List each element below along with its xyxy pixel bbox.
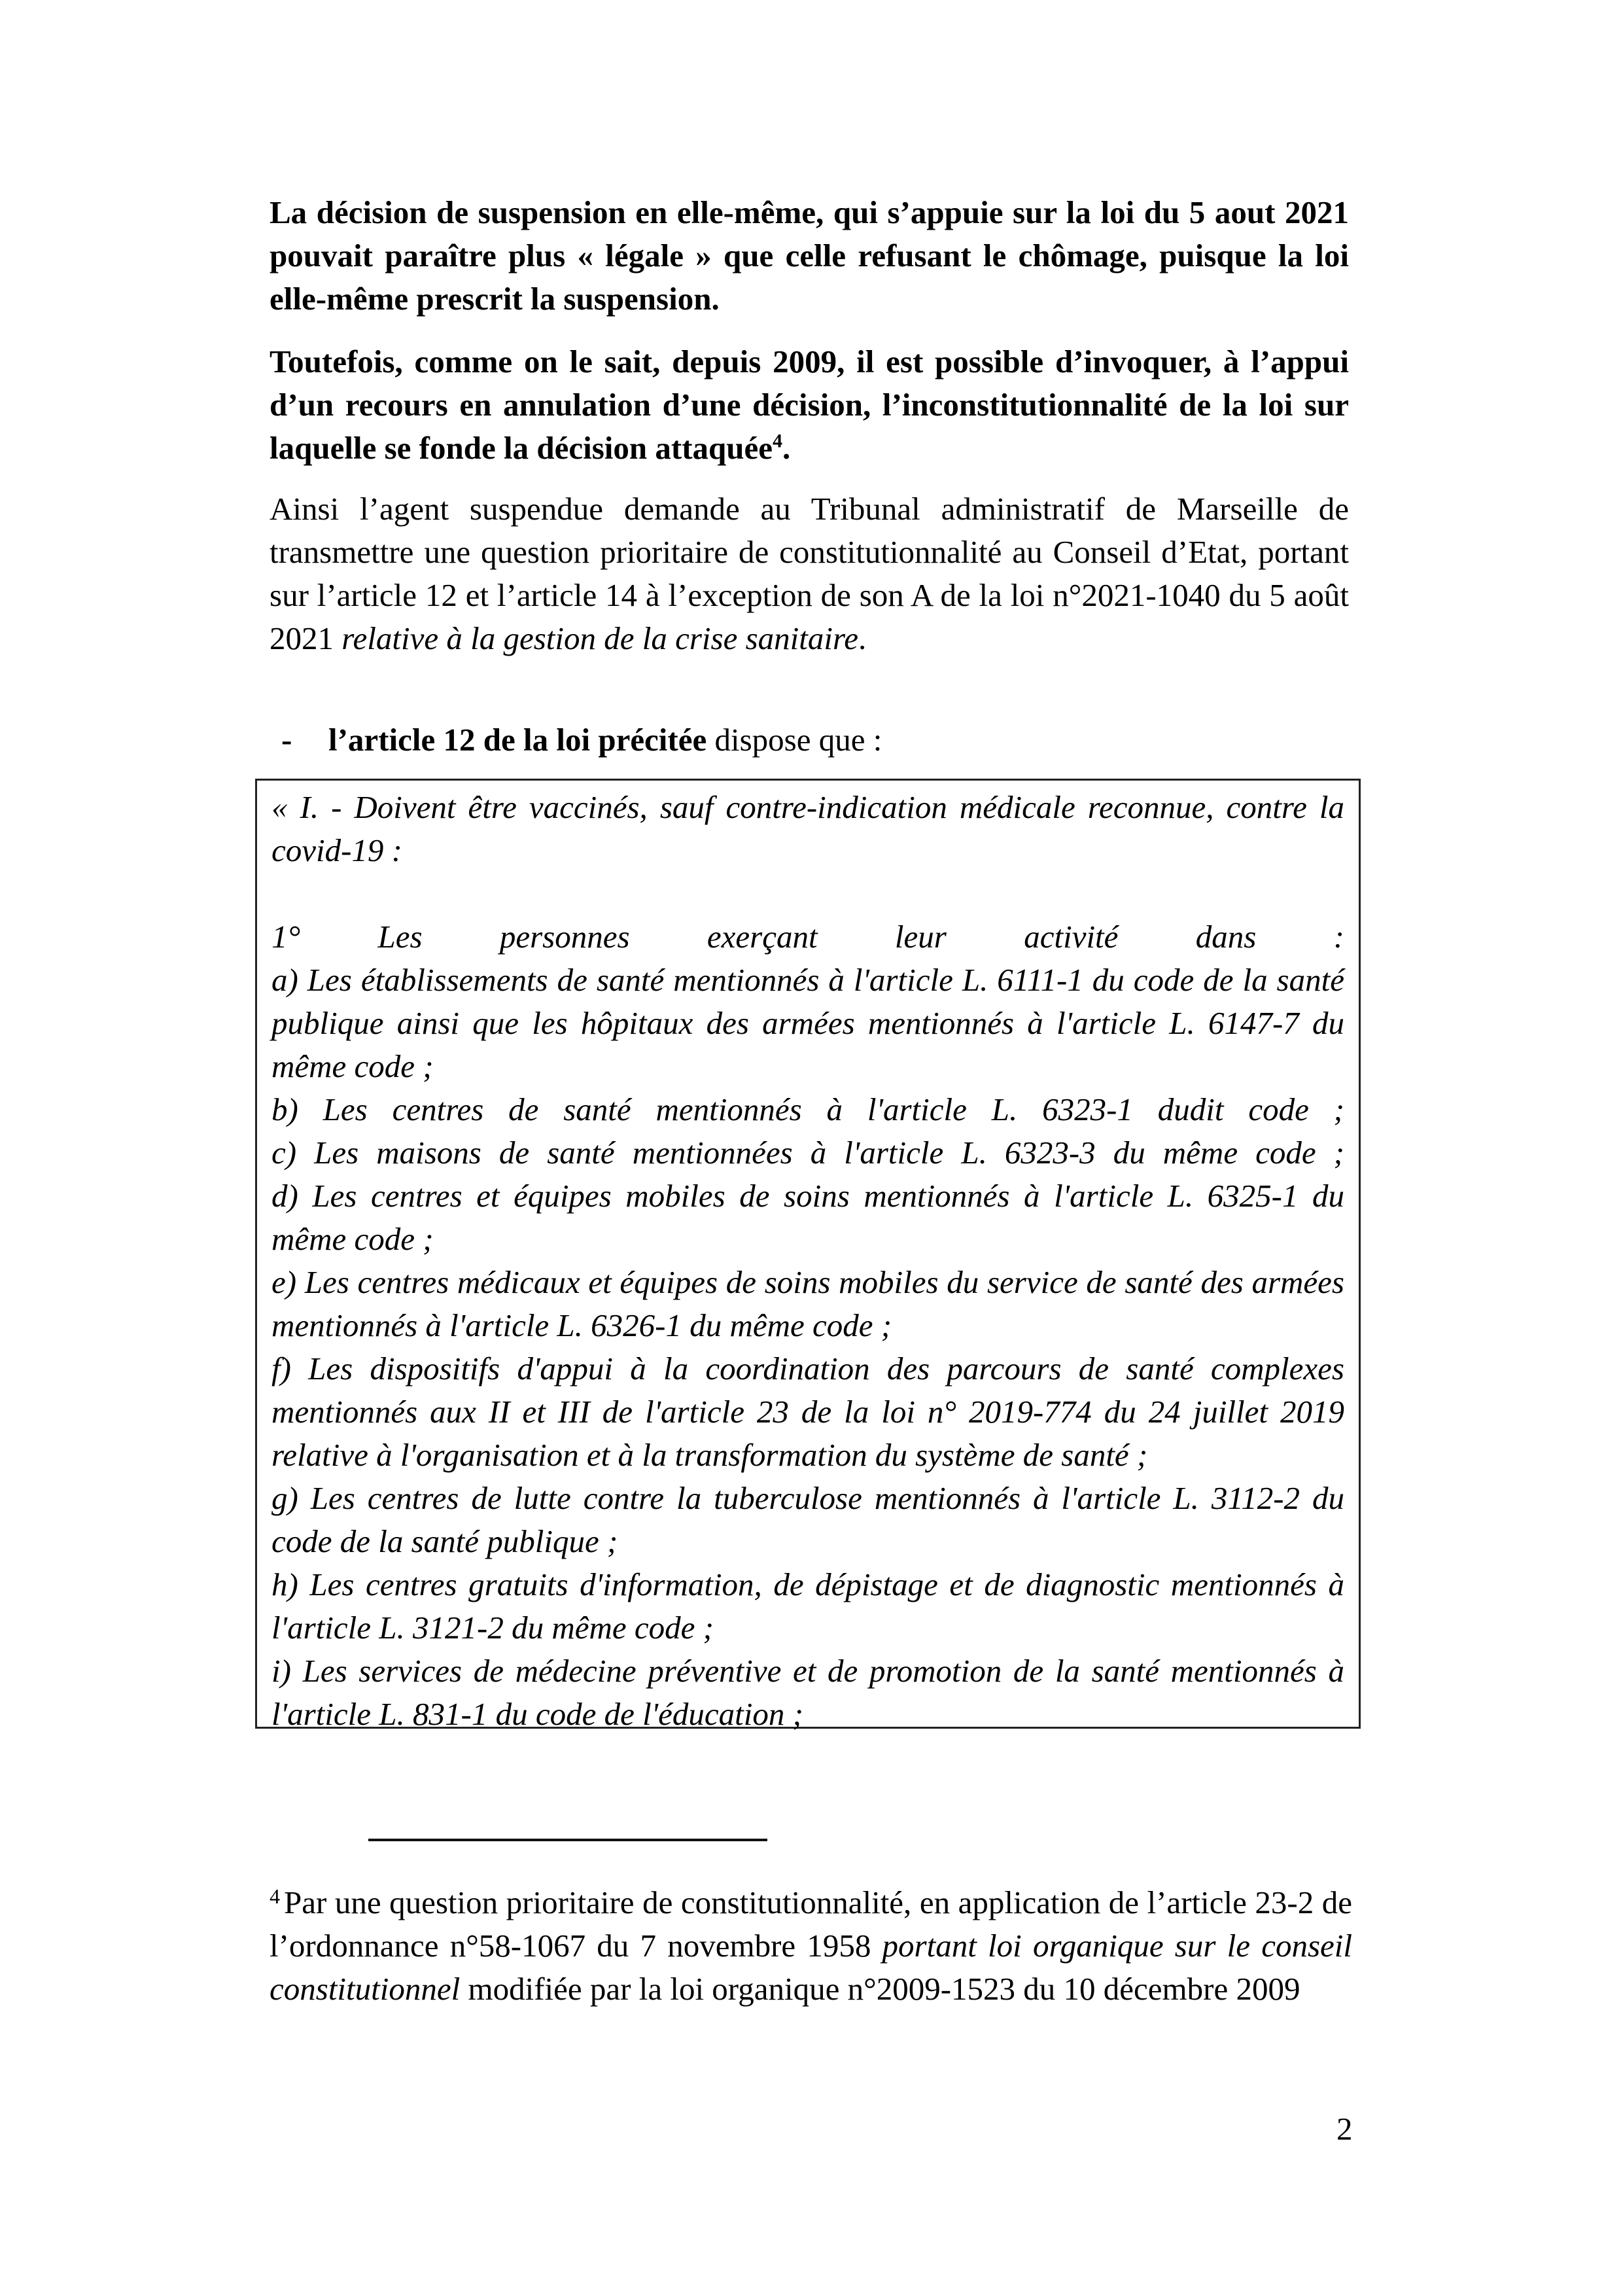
quote-item-b: b) Les centres de santé mentionnés à l'article L. 6323-1 dudit code ;: [271, 1091, 1344, 1127]
footnote-italic-text: portant loi organique sur le conseil constitutionnel: [270, 1928, 1352, 2007]
quote-intro: « I. - Doivent être vaccinés, sauf contre-indication médicale reconnue, contre la covid-19 :: [271, 789, 1344, 868]
footnote-4: [270, 1881, 1352, 2011]
footnote-text: Par une question prioritaire de constitutionnalité, en application de l’article 23-2 de l’ordonnance n°58-1067 du 7 novembre 1958: [270, 1884, 1352, 1964]
footnote-separator: [368, 1839, 767, 1841]
quote-item-g: g) Les centres de lutte contre la tuberculose mentionnés à l'article L. 3112-2 du code de la santé publique ;: [271, 1480, 1344, 1559]
quote-item-h: h) Les centres gratuits d'information, de dépistage et de diagnostic mentionnés à l'article L. 3121-2 du même code ;: [271, 1566, 1344, 1646]
spacer: [271, 872, 1344, 915]
law-quote-box: [255, 779, 1361, 1732]
paragraph-qpc-request: [270, 487, 1349, 660]
quote-item-e: e) Les centres médicaux et équipes de soins mobiles du service de santé des armées mentionnés à l'article L. 6326-1 du même code ;: [271, 1264, 1344, 1343]
bullet-text: dispose que :: [707, 722, 882, 758]
paragraph-text: Ainsi l’agent suspendue demande au Tribunal administratif de Marseille de transmettre une question prioritaire de constitutionnalité au Conseil d’Etat, portant sur l’article 12 et l’article 14 à l’exception de son A de la loi n°2021-1040 du 5 août 2021: [270, 491, 1349, 656]
footnote-reference[interactable]: 4: [773, 430, 783, 452]
quote-item-1: 1° Les personnes exerçant leur activité dans :: [271, 919, 1344, 955]
quote-item-a: a) Les établissements de santé mentionnés à l'article L. 6111-1 du code de la santé publique ainsi que les hôpitaux des armées mentionnés à l'article L. 6147-7 du même code ;: [271, 962, 1344, 1084]
paragraph-constitutionality-since-2009: [270, 340, 1349, 470]
footnote-mark: 4: [270, 1884, 280, 1908]
paragraph-text: Toutefois, comme on le sait, depuis 2009, il est possible d’invoquer, à l’appui d’un recours en annulation d’une décision, l’inconstitutionnalité de la loi sur laquelle se fonde la décision attaquée: [270, 344, 1349, 466]
footnote-text-end: modifiée par la loi organique n°2009-1523 du 10 décembre 2009: [460, 1971, 1300, 2007]
bullet-dash: -: [281, 722, 292, 758]
bullet-bold-text: l’article 12 de la loi précitée: [328, 722, 707, 758]
paragraph-end: .: [782, 430, 791, 466]
law-quote-text: [271, 786, 1344, 1736]
quote-item-c: c) Les maisons de santé mentionnées à l'article L. 6323-3 du même code ;: [271, 1135, 1344, 1171]
paragraph-suspension-decision: La décision de suspension en elle-même, qui s’appuie sur la loi du 5 aout 2021 pouvait paraître plus « légale » que celle refusant le chômage, puisque la loi elle-même prescrit la suspension.: [270, 194, 1349, 317]
law-title-italic: relative à la gestion de la crise sanitaire: [341, 620, 859, 656]
quote-item-f: f) Les dispositifs d'appui à la coordination des parcours de santé complexes mentionnés aux II et III de l'article 23 de la loi n° 2019-774 du 24 juillet 2019 relative à l'organisation et à la transformation du système de santé ;: [271, 1351, 1344, 1473]
paragraph-end: .: [858, 620, 867, 656]
page-number: 2: [1336, 2111, 1353, 2147]
bullet-article-12: [281, 718, 882, 762]
quote-item-d: d) Les centres et équipes mobiles de soins mentionnés à l'article L. 6325-1 du même code ;: [271, 1178, 1344, 1257]
quote-item-i: i) Les services de médecine préventive et de promotion de la santé mentionnés à l'article L. 831-1 du code de l'éducation ;: [271, 1653, 1344, 1732]
